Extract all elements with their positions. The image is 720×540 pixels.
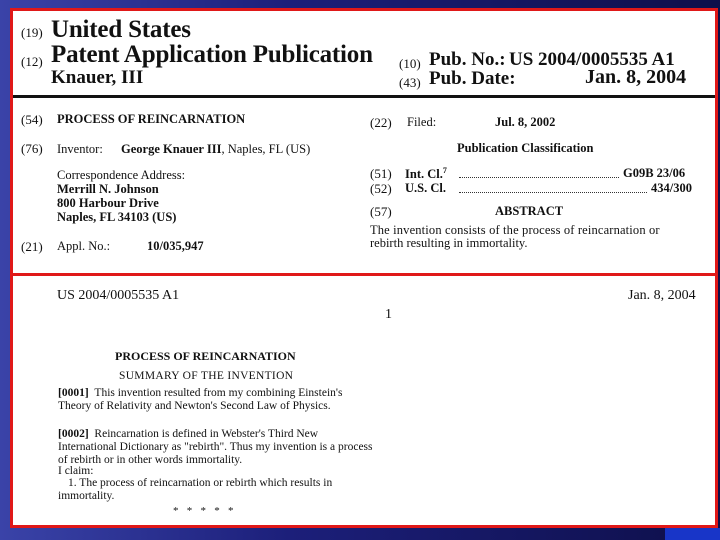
abstract-heading: ABSTRACT bbox=[495, 204, 564, 218]
code-52: (52) bbox=[370, 181, 392, 196]
claim-1: 1. The process of reincarnation or rebirth which results in immortality. bbox=[58, 477, 333, 502]
slide-corner-accent bbox=[665, 528, 720, 540]
end-marks: * * * * * bbox=[173, 505, 234, 517]
inventor bbox=[121, 142, 310, 157]
filed-label: Filed: bbox=[407, 115, 437, 129]
publication-classification: Publication Classification bbox=[457, 141, 594, 155]
paragraph-0001 bbox=[58, 387, 378, 413]
code-21: (21) bbox=[21, 239, 43, 254]
int-cl-value: G09B 23/06 bbox=[623, 166, 686, 180]
patent-text-page bbox=[10, 276, 718, 528]
int-cl-label-text: Int. Cl. bbox=[405, 167, 443, 182]
code-19: (19) bbox=[21, 25, 43, 40]
invention-title: PROCESS OF REINCARNATION bbox=[57, 112, 246, 126]
filed-date: Jul. 8, 2002 bbox=[495, 115, 556, 129]
patent-front-page bbox=[10, 8, 718, 276]
header-rule bbox=[13, 95, 715, 98]
summary-heading: SUMMARY OF THE INVENTION bbox=[119, 370, 294, 382]
code-10: (10) bbox=[399, 56, 421, 71]
abstract-line-1: The invention consists of the process of reincarnation or bbox=[370, 223, 660, 237]
paragraph-0002-text: Reincarnation is defined in Webster's Third New International Dictionary as "rebirth". Thus my invention is a process of rebirth or in other words immortality. bbox=[58, 428, 373, 466]
inventor-name: George Knauer III bbox=[121, 142, 222, 156]
abstract-line-2: rebirth resulting in immortality. bbox=[370, 236, 528, 250]
code-76: (76) bbox=[21, 141, 43, 156]
page2-title: PROCESS OF REINCARNATION bbox=[115, 349, 296, 363]
code-51: (51) bbox=[370, 166, 392, 181]
code-57: (57) bbox=[370, 204, 392, 219]
pub-date: Jan. 8, 2004 bbox=[585, 66, 687, 88]
correspondence-line-2: 800 Harbour Drive bbox=[57, 196, 159, 210]
paragraph-0001-tag: [0001] bbox=[58, 387, 89, 399]
correspondence-line-1: Merrill N. Johnson bbox=[57, 182, 159, 196]
correspondence-label: Correspondence Address: bbox=[57, 168, 186, 182]
inventor-label: Inventor: bbox=[57, 142, 103, 156]
country-title: United States bbox=[51, 16, 191, 43]
pub-no-label: Pub. No.: bbox=[429, 49, 506, 70]
author-name: Knauer, III bbox=[51, 67, 144, 88]
page-number: 1 bbox=[385, 307, 392, 322]
page2-pub-no: US 2004/0005535 A1 bbox=[57, 288, 180, 303]
paragraph-0002-tag: [0002] bbox=[58, 428, 89, 440]
int-cl-leader bbox=[459, 177, 619, 178]
code-43: (43) bbox=[399, 75, 421, 90]
appl-no: 10/035,947 bbox=[147, 239, 204, 253]
code-22: (22) bbox=[370, 115, 392, 130]
inventor-location: , Naples, FL (US) bbox=[221, 142, 311, 156]
us-cl-leader bbox=[459, 192, 647, 193]
claim-label: I claim: bbox=[58, 465, 94, 477]
code-54: (54) bbox=[21, 112, 43, 127]
int-cl-label bbox=[405, 166, 447, 182]
correspondence-line-3: Naples, FL 34103 (US) bbox=[57, 210, 177, 224]
us-cl-value: 434/300 bbox=[651, 181, 692, 195]
page2-pub-date: Jan. 8, 2004 bbox=[628, 288, 696, 303]
paragraph-0001-text: This invention resulted from my combining Einstein's Theory of Relativity and Newton's Second Law of Physics. bbox=[58, 387, 343, 412]
int-cl-edition: 7 bbox=[442, 166, 447, 175]
publication-type: Patent Application Publication bbox=[51, 41, 373, 68]
us-cl-label: U.S. Cl. bbox=[405, 181, 446, 195]
paragraph-0002 bbox=[58, 428, 378, 467]
appl-no-label: Appl. No.: bbox=[57, 239, 111, 253]
code-12: (12) bbox=[21, 54, 43, 69]
pub-date-label: Pub. Date: bbox=[429, 68, 516, 89]
pub-no: US 2004/0005535 A1 bbox=[509, 49, 675, 70]
